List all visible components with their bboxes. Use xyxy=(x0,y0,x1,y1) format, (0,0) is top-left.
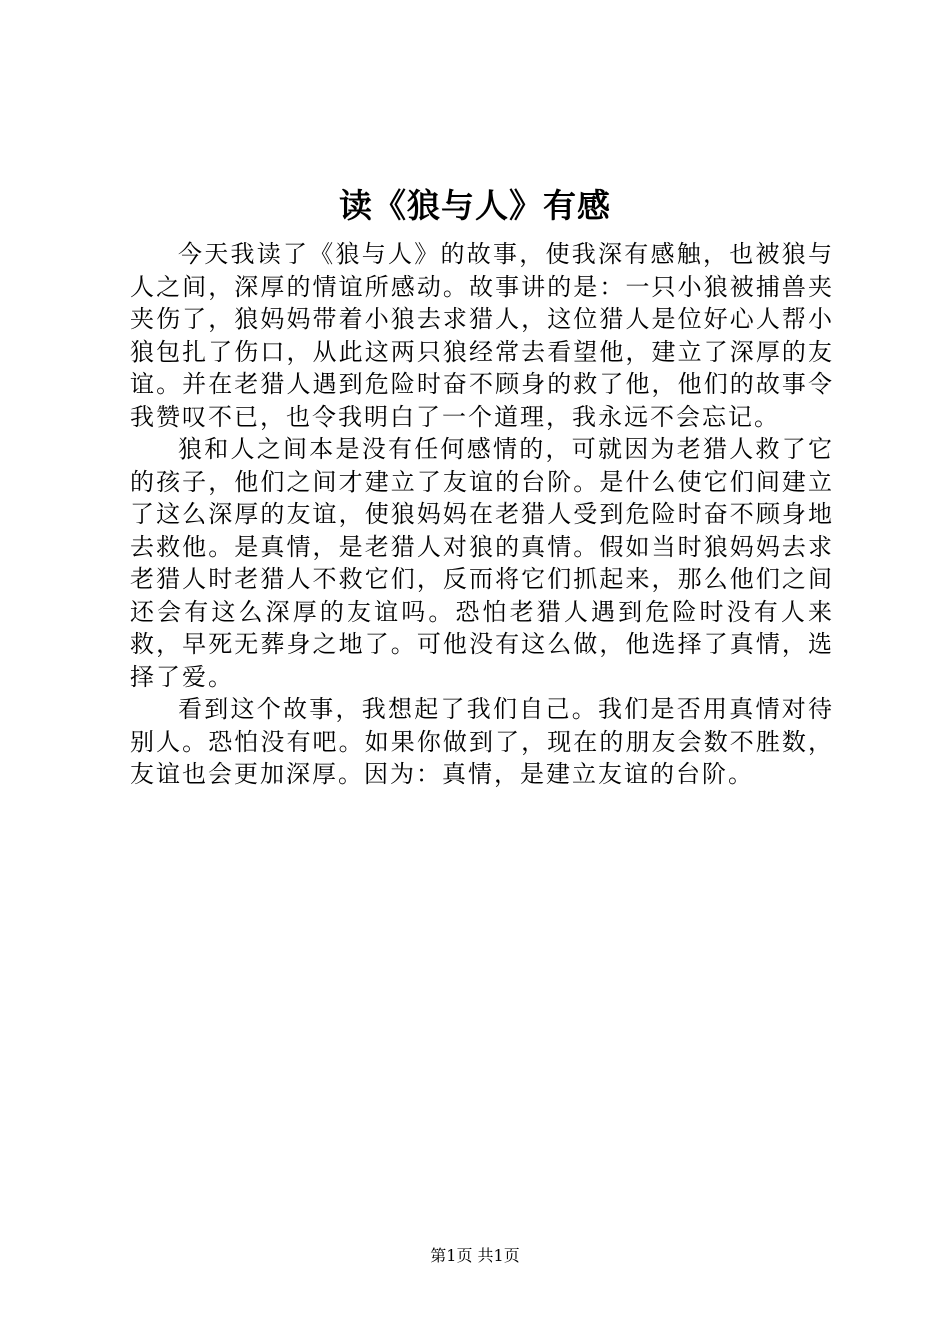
document-body xyxy=(130,238,834,791)
page-footer: 第1页 共1页 xyxy=(430,1246,520,1265)
paragraph-1: 今天我读了《狼与人》的故事，使我深有感触，也被狼与人之间，深厚的情谊所感动。故事讲的是：一只小狼被捕兽夹夹伤了，狼妈妈带着小狼去求猎人，这位猎人是位好心人帮小狼包扎了伤口，从此这两只狼经常去看望他，建立了深厚的友谊。并在老猎人遇到危险时奋不顾身的救了他，他们的故事令我赞叹不已，也令我明白了一个道理，我永远不会忘记。 xyxy=(130,240,834,431)
paragraph-2: 狼和人之间本是没有任何感情的，可就因为老猎人救了它的孩子，他们之间才建立了友谊的台阶。是什么使它们间建立了这么深厚的友谊，使狼妈妈在老猎人受到危险时奋不顾身地去救他。是真情，是老猎人对狼的真情。假如当时狼妈妈去求老猎人时老猎人不救它们，反而将它们抓起来，那么他们之间还会有这么深厚的友谊吗。恐怕老猎人遇到危险时没有人来救，早死无葬身之地了。可他没有这么做，他选择了真情，选择了爱。 xyxy=(130,435,834,691)
paragraph-3: 看到这个故事，我想起了我们自己。我们是否用真情对待别人。恐怕没有吧。如果你做到了，现在的朋友会数不胜数，友谊也会更加深厚。因为：真情，是建立友谊的台阶。 xyxy=(130,695,834,788)
document-title: 读《狼与人》有感 xyxy=(339,186,611,225)
